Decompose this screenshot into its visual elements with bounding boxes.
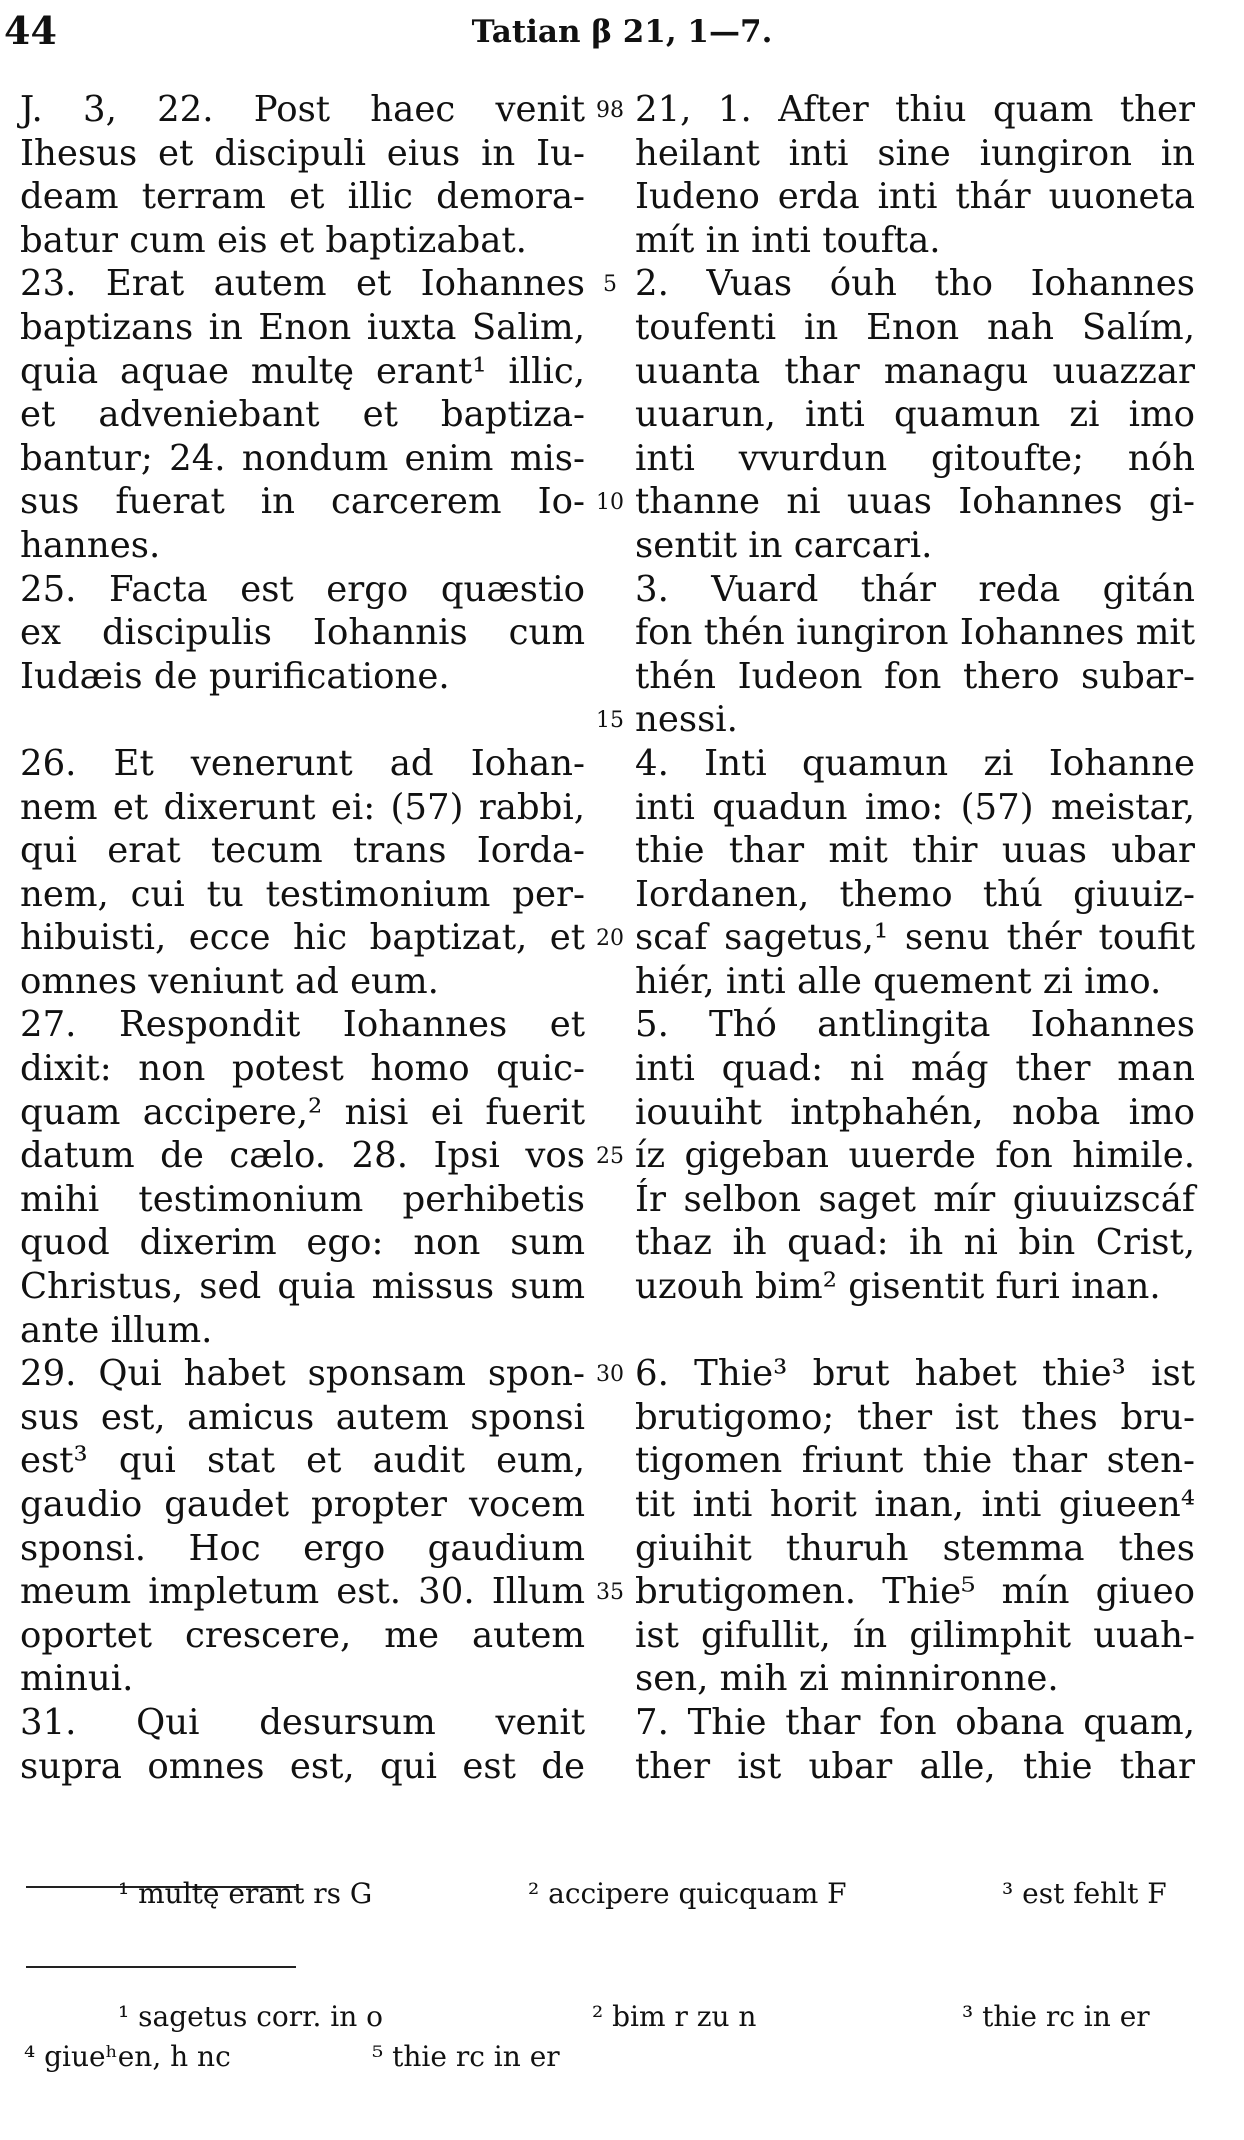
footnote-ohg-1: ¹ sagetus corr. in o: [118, 2000, 384, 2033]
line-number: 5: [603, 272, 617, 298]
ohg-line: inti vvurdun gitoufte; nóh: [635, 437, 1195, 479]
latin-line: quam accipere,² nisi ei fuerit: [20, 1091, 585, 1133]
latin-line: minui.: [20, 1658, 134, 1700]
ohg-line: Iordanen, themo thú giuuiz-: [635, 873, 1195, 915]
ohg-line: iouuiht intphahén, noba imo: [635, 1091, 1195, 1133]
ohg-line: thaz ih quad: ih ni bin Crist,: [635, 1222, 1195, 1264]
line-number: 25: [596, 1144, 624, 1170]
ohg-line: tigomen friunt thie thar sten-: [635, 1440, 1195, 1482]
ohg-line: giuihit thuruh stemma thes: [635, 1527, 1195, 1569]
ohg-line: thanne ni uuas Iohannes gi-: [635, 481, 1195, 523]
ohg-line: ther ist ubar alle, thie thar: [635, 1745, 1195, 1787]
latin-line: gaudio gaudet propter vocem: [20, 1484, 585, 1525]
footnote-latin-3: ³ est fehlt F: [1002, 1877, 1167, 1910]
latin-line: 27. Respondit Iohannes et: [20, 1004, 585, 1046]
ohg-line: brutigomen. Thie⁵ mín giueo: [635, 1571, 1195, 1613]
latin-line: et adveniebant et baptiza-: [20, 394, 585, 436]
latin-line: nem, cui tu testimonium per-: [20, 873, 585, 915]
latin-line: J. 3, 22. Post haec venit: [20, 89, 585, 130]
latin-line: meum impletum est. 30. Illum: [20, 1571, 585, 1613]
ohg-line: 7. Thie thar fon obana quam,: [635, 1701, 1195, 1743]
running-title: Tatian β 21, 1—7.: [471, 14, 773, 50]
footnote-ohg-5: ⁵ thie rc in er: [372, 2040, 560, 2073]
ohg-line: inti quadun imo: (57) meistar,: [635, 786, 1195, 828]
ohg-line: Ír selbon saget mír giuuizscáf: [635, 1178, 1195, 1220]
ohg-line: tit inti horit inan, inti giueen⁴: [635, 1484, 1195, 1525]
latin-line: batur cum eis et baptizabat.: [20, 219, 527, 261]
latin-line: [20, 698, 585, 742]
line-number: 98: [596, 98, 624, 123]
latin-line: quod dixerim ego: non sum: [20, 1222, 585, 1264]
latin-line: hannes.: [20, 524, 161, 566]
latin-line: est³ qui stat et audit eum,: [20, 1440, 585, 1482]
page-header: [0, 8, 1244, 53]
line-number: 15: [596, 708, 624, 734]
ohg-line: mít in inti toufta.: [635, 219, 941, 261]
latin-line: ante illum.: [20, 1309, 213, 1351]
ohg-line: hiér, inti alle quement zi imo.: [635, 960, 1162, 1002]
ohg-line: brutigomo; ther ist thes bru-: [635, 1396, 1195, 1438]
latin-line: Christus, sed quia missus sum: [20, 1266, 585, 1308]
ohg-line: Iudeno erda inti thár uuoneta: [635, 176, 1195, 218]
ohg-line: thén Iudeon fon thero subar-: [635, 655, 1195, 697]
latin-line: supra omnes est, qui est de: [20, 1745, 585, 1787]
latin-line: omnes veniunt ad eum.: [20, 960, 439, 1002]
latin-line: sus est, amicus autem sponsi: [20, 1396, 585, 1438]
ohg-line: uuarun, inti quamun zi imo: [635, 394, 1195, 436]
footnote-latin-2: ² accipere quicquam F: [528, 1877, 847, 1910]
latin-line: 29. Qui habet sponsam spon-: [20, 1353, 585, 1395]
ohg-line: toufenti in Enon nah Salím,: [635, 306, 1195, 348]
ohg-line: 5. Thó antlingita Iohannes: [635, 1004, 1195, 1046]
old-high-german-text-column: [635, 88, 1195, 1788]
line-number: 30: [596, 1362, 624, 1388]
latin-line: sponsi. Hoc ergo gaudium: [20, 1527, 585, 1569]
ohg-line: [635, 1309, 1195, 1353]
latin-line: 26. Et venerunt ad Iohan-: [20, 742, 585, 784]
ohg-line: 4. Inti quamun zi Iohanne: [635, 742, 1195, 784]
ohg-line: 6. Thie³ brut habet thie³ ist: [635, 1353, 1195, 1395]
ohg-line: inti quad: ni mág ther man: [635, 1048, 1195, 1090]
latin-line: nem et dixerunt ei: (57) rabbi,: [20, 786, 585, 828]
ohg-line: uzouh bim² gisentit furi inan.: [635, 1266, 1161, 1308]
latin-line: quia aquae multę erant¹ illic,: [20, 350, 585, 392]
ohg-line: 3. Vuard thár reda gitán: [635, 568, 1195, 610]
ohg-line: thie thar mit thir uuas ubar: [635, 830, 1195, 872]
latin-line: dixit: non potest homo quic-: [20, 1048, 585, 1090]
footnote-rule-ohg: [26, 1966, 296, 1968]
ohg-line: sentit in carcari.: [635, 524, 933, 566]
ohg-line: heilant inti sine iungiron in: [635, 132, 1195, 174]
latin-line: Ihesus et discipuli eius in Iu-: [20, 132, 585, 174]
latin-line: oportet crescere, me autem: [20, 1614, 585, 1656]
latin-line: datum de cælo. 28. Ipsi vos: [20, 1135, 585, 1177]
ohg-line: ist gifullit, ín gilimphit uuah-: [635, 1614, 1195, 1656]
line-number: 10: [596, 490, 624, 516]
ohg-line: 2. Vuas óuh tho Iohannes: [635, 263, 1195, 305]
footnote-ohg-4: ⁴ giueʰen, h nc: [24, 2040, 231, 2073]
ohg-line: scaf sagetus,¹ senu thér toufit: [635, 917, 1195, 959]
latin-line: Iudæis de purificatione.: [20, 655, 450, 697]
latin-text-column: [20, 88, 585, 1788]
page-number: 44: [4, 8, 57, 53]
latin-line: bantur; 24. nondum enim mis-: [20, 437, 585, 479]
latin-line: mihi testimonium perhibetis: [20, 1178, 585, 1220]
ohg-line: sen, mih zi minnironne.: [635, 1658, 1059, 1700]
line-number: 35: [596, 1580, 624, 1606]
ohg-line: uuanta thar managu uuazzar: [635, 350, 1195, 392]
latin-line: 23. Erat autem et Iohannes: [20, 263, 585, 305]
latin-line: hibuisti, ecce hic baptizat, et: [20, 917, 585, 959]
latin-line: 25. Facta est ergo quæstio: [20, 568, 585, 610]
ohg-line: fon thén iungiron Iohannes mit: [635, 612, 1195, 654]
latin-line: ex discipulis Iohannis cum: [20, 612, 585, 654]
ohg-line: nessi.: [635, 699, 738, 741]
line-number: 20: [596, 926, 624, 952]
footnote-ohg-2: ² bim r zu n: [592, 2000, 757, 2033]
latin-line: baptizans in Enon iuxta Salim,: [20, 306, 585, 348]
ohg-line: 21, 1. After thiu quam ther: [635, 89, 1195, 130]
ohg-line: íz gigeban uuerde fon himile.: [635, 1135, 1195, 1177]
latin-line: 31. Qui desursum venit: [20, 1701, 585, 1743]
footnote-latin-1: ¹ multę erant rs G: [118, 1877, 373, 1910]
latin-line: sus fuerat in carcerem Io-: [20, 481, 585, 523]
latin-line: qui erat tecum trans Iorda-: [20, 830, 585, 872]
latin-line: deam terram et illic demora-: [20, 176, 585, 218]
footnote-ohg-3: ³ thie rc in er: [962, 2000, 1150, 2033]
